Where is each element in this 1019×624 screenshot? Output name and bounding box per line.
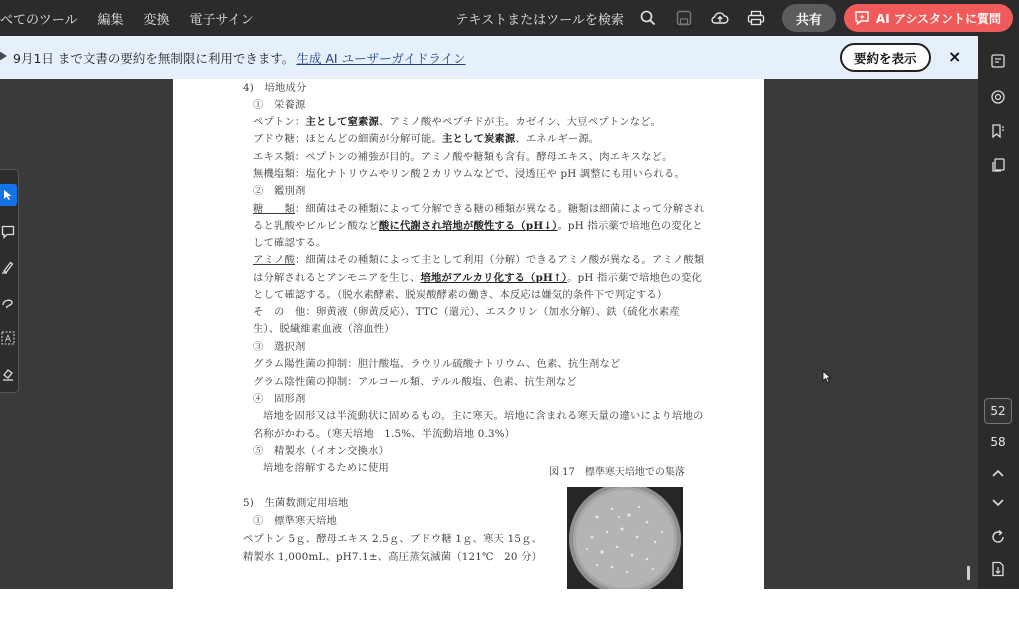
doc-line: エキス類：ペプトンの補強が目的。アミノ酸や糖類も含有。酵母エキス、肉エキスなど。 bbox=[253, 151, 673, 163]
close-icon[interactable]: × bbox=[948, 47, 962, 66]
save-icon[interactable] bbox=[673, 7, 695, 29]
ai-assistant-button[interactable] bbox=[844, 4, 1013, 32]
doc-line: 培地を溶解するために使用 bbox=[263, 462, 389, 474]
doc-subheading: ③ 選択剤 bbox=[253, 341, 306, 353]
doc-line: 名称がかわる。（寒天培地 1.5%、半流動培地 0.3%） bbox=[253, 428, 516, 440]
document-viewport[interactable] bbox=[0, 79, 978, 589]
doc-subheading: ① 標準寒天培地 bbox=[253, 515, 337, 527]
mouse-pointer-icon bbox=[822, 369, 832, 388]
svg-text:A: A bbox=[4, 334, 11, 345]
banner-message: 9月1日 まで文書の要約を無制限に利用できます。 bbox=[13, 50, 295, 66]
doc-heading: 5) 生菌数測定用培地 bbox=[243, 497, 349, 509]
summary-panel-icon[interactable] bbox=[987, 50, 1009, 72]
stamp-tool-icon[interactable] bbox=[0, 363, 17, 385]
sparkle-icon bbox=[0, 48, 9, 67]
doc-line: ペプトン：主として窒素源、アミノ酸やペプチドが主。カゼイン、大豆ペプトンなど。 bbox=[253, 116, 662, 128]
genai-guideline-link[interactable]: 生成 AI ユーザーガイドライン bbox=[296, 50, 466, 66]
doc-line: 糖 類：細菌はその種類によって分解できる糖の種類が異なる。糖類は細菌によって分解され bbox=[253, 203, 705, 215]
pdf-page bbox=[173, 79, 764, 589]
doc-line: して確認する。 bbox=[253, 237, 327, 249]
top-menu-bar bbox=[0, 0, 1019, 36]
chevron-up-icon[interactable] bbox=[987, 462, 1009, 484]
doc-subheading: ⑤ 精製水（イオン交換水） bbox=[253, 445, 390, 457]
petri-dish-photo bbox=[567, 487, 683, 589]
print-icon[interactable] bbox=[745, 7, 767, 29]
menu-e-sign[interactable]: 電子サイン bbox=[189, 12, 254, 28]
doc-subheading: ④ 固形剤 bbox=[253, 393, 306, 405]
search-tools-label[interactable]: テキストまたはツールを検索 bbox=[455, 12, 624, 28]
text-tool-icon[interactable] bbox=[0, 327, 17, 349]
cloud-upload-icon[interactable] bbox=[709, 7, 731, 29]
doc-line: 培地を固形又は半流動状に固めるもの。主に寒天。培地に含まれる寒天量の違いにより培地の bbox=[263, 410, 704, 422]
bottom-blank-area bbox=[0, 589, 1019, 624]
share-button[interactable]: 共有 bbox=[782, 4, 836, 32]
search-icon[interactable] bbox=[637, 7, 659, 29]
doc-line: そ の 他：卵黄液（卵黄反応）、TTC（還元）、エスクリン（加水分解）、鉄（硫化水素産 bbox=[253, 306, 680, 318]
vertical-scrollbar-thumb[interactable] bbox=[967, 566, 970, 580]
draw-tool-icon[interactable] bbox=[0, 291, 17, 313]
doc-subheading: ② 鑑別剤 bbox=[253, 185, 306, 197]
chevron-down-icon[interactable] bbox=[987, 492, 1009, 514]
select-tool-icon[interactable] bbox=[0, 184, 17, 206]
comments-panel-icon[interactable] bbox=[987, 86, 1009, 108]
doc-heading: 4) 培地成分 bbox=[243, 82, 307, 94]
rotate-icon[interactable] bbox=[987, 526, 1009, 548]
doc-subheading: ① 栄養源 bbox=[253, 99, 306, 111]
top-right-actions bbox=[455, 0, 1019, 36]
menu-convert[interactable]: 変換 bbox=[143, 12, 170, 28]
ai-assistant-label: AI アシスタントに質問 bbox=[875, 11, 1001, 26]
doc-line: として確認する。（脱水素酵素、脱炭酸酵素の働き、本反応は嫌気的条件下で判定する） bbox=[253, 289, 668, 301]
doc-line: 精製水 1,000mL、pH7.1±、高圧蒸気滅菌（121℃ 20 分） bbox=[243, 551, 543, 563]
doc-line: ると乳酸やピルビン酸など酸に代謝され培地が酸性する（pH↓）。pH 指示薬で培地色の変化と bbox=[253, 220, 703, 232]
bookmark-panel-icon[interactable] bbox=[987, 120, 1009, 142]
notice-banner bbox=[0, 36, 978, 79]
menu-all-tools[interactable]: べてのツール bbox=[0, 12, 78, 28]
figure-caption: 図 17 標準寒天培地での集落 bbox=[549, 467, 685, 478]
total-pages: 58 bbox=[990, 435, 1006, 449]
page-export-icon[interactable] bbox=[987, 558, 1009, 580]
ai-assistant-icon bbox=[854, 10, 870, 26]
doc-line: グラム陽性菌の抑制：胆汁酸塩、ラウリル硫酸ナトリウム、色素、抗生剤など bbox=[253, 358, 621, 370]
right-tool-rail bbox=[978, 36, 1019, 589]
menu-edit[interactable]: 編集 bbox=[97, 12, 124, 28]
doc-line: ブドウ糖：ほとんどの細菌が分解可能。主として炭素源、エネルギー源。 bbox=[253, 133, 600, 145]
pages-panel-icon[interactable] bbox=[987, 154, 1009, 176]
doc-line: は分解されるとアンモニアを生じ、培地がアルカリ化する（pH↑）。pH 指示薬で培地色の変化 bbox=[253, 272, 703, 284]
doc-line: アミノ酸：細菌はその種類によって主として利用（分解）できるアミノ酸が異なる。アミノ酸類 bbox=[253, 254, 705, 266]
current-page-number[interactable]: 52 bbox=[984, 398, 1012, 424]
quick-tools-panel bbox=[0, 169, 19, 393]
doc-line: 無機塩類：塩化ナトリウムやリン酸２カリウムなどで、浸透圧や pH 調整にも用いられる。 bbox=[253, 168, 685, 180]
doc-line: グラム陰性菌の抑制：アルコール類、テルル酸塩、色素、抗生剤など bbox=[253, 376, 577, 388]
doc-line: 生）、脱繊維素血液（溶血性） bbox=[253, 323, 395, 335]
comment-tool-icon[interactable] bbox=[0, 221, 17, 243]
doc-line: ペプトン 5ｇ、酵母エキス 2.5ｇ、ブドウ糖 1ｇ、寒天 15ｇ、 bbox=[243, 533, 543, 545]
highlight-tool-icon[interactable] bbox=[0, 256, 17, 278]
show-summary-button[interactable]: 要約を表示 bbox=[840, 43, 931, 72]
